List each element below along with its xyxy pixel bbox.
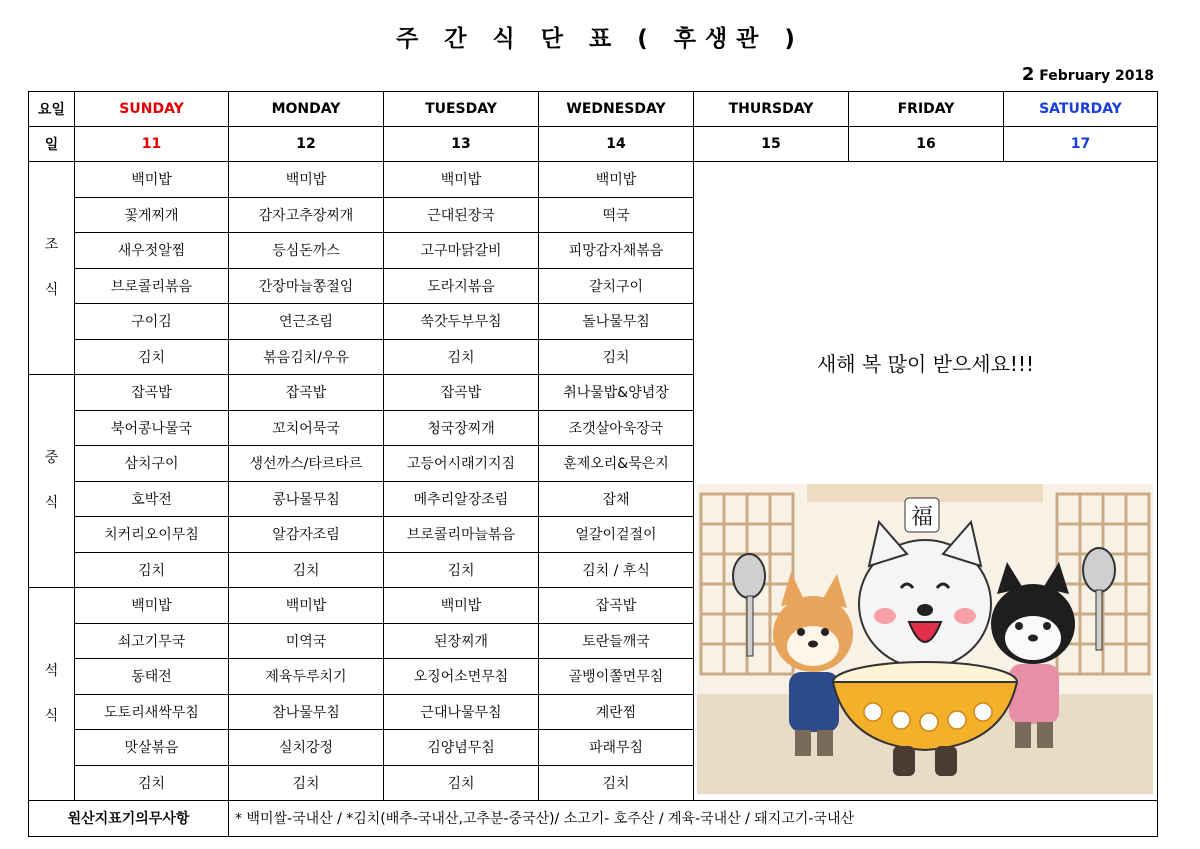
menu-item: 백미밥 [384,588,539,624]
menu-item: 잡곡밥 [384,375,539,411]
menu-item: 잡곡밥 [539,588,694,624]
menu-item: 제육두루치기 [229,659,384,695]
date-row [29,127,1158,162]
date-label: 일 [29,127,75,162]
menu-item: 고등어시래기지짐 [384,446,539,482]
menu-item: 김치 [229,765,384,801]
seal-glyph: 福 [910,505,934,530]
menu-item: 백미밥 [384,162,539,198]
weekday-label: 요일 [29,92,75,127]
date-tuesday: 13 [384,127,539,162]
menu-item: 백미밥 [539,162,694,198]
menu-item: 도라지볶음 [384,268,539,304]
menu-item: 백미밥 [75,162,229,198]
menu-item: 김치 [384,765,539,801]
menu-item: 새우젓알찜 [75,233,229,269]
menu-item: 브로콜리마늘볶음 [384,517,539,553]
page-title: 주 간 식 단 표 ( 후생관 ) [396,26,804,52]
weekday-sunday: SUNDAY [75,92,229,127]
date-day: 2 [1021,64,1035,85]
origin-label: 원산지표기의무사항 [29,801,229,837]
menu-item: 콩나물무침 [229,481,384,517]
menu-item: 김치 [539,765,694,801]
weekday-monday: MONDAY [229,92,384,127]
breakfast-row [29,162,1158,198]
menu-item: 메추리알장조림 [384,481,539,517]
date-friday: 16 [849,127,1004,162]
weekly-menu-table [28,91,1158,837]
weekday-friday: FRIDAY [849,92,1004,127]
date-monday: 12 [229,127,384,162]
menu-item: 치커리오이무침 [75,517,229,553]
holiday-panel [694,162,1158,801]
menu-item: 백미밥 [229,588,384,624]
date-saturday: 17 [1004,127,1158,162]
menu-item: 김치 [75,339,229,375]
menu-item: 김치 [539,339,694,375]
origin-text: * 백미쌀-국내산 / *김치(배추-국내산,고추분-중국산)/ 소고기- 호주산 / 계육-국내산 / 돼지고기-국내산 [229,801,1158,837]
menu-item: 김치 [229,552,384,588]
menu-item: 잡곡밥 [229,375,384,411]
date-month-year: February 2018 [1039,68,1154,84]
menu-item: 동태전 [75,659,229,695]
menu-item: 도토리새싹무침 [75,694,229,730]
menu-item: 생선까스/타르타르 [229,446,384,482]
menu-item: 맛살볶음 [75,730,229,766]
breakfast-label: 조 식 [29,162,75,375]
dinner-label: 석 식 [29,588,75,801]
menu-item: 토란들깨국 [539,623,694,659]
menu-item: 얼갈이겉절이 [539,517,694,553]
menu-item: 등심돈까스 [229,233,384,269]
menu-item: 감자고추장찌개 [229,197,384,233]
menu-item: 김양념무침 [384,730,539,766]
new-year-dogs-illustration [697,484,1153,794]
holiday-message: 새해 복 많이 받으세요!!! [816,352,1034,376]
menu-item: 미역국 [229,623,384,659]
menu-item: 참나물무침 [229,694,384,730]
menu-item: 김치 [384,552,539,588]
menu-item: 떡국 [539,197,694,233]
weekday-wednesday: WEDNESDAY [539,92,694,127]
menu-item: 삼치구이 [75,446,229,482]
menu-item: 잡곡밥 [75,375,229,411]
menu-item: 훈제오리&묵은지 [539,446,694,482]
menu-item: 북어콩나물국 [75,410,229,446]
menu-item: 김치 [75,765,229,801]
date-wednesday: 14 [539,127,694,162]
menu-item: 오징어소면무침 [384,659,539,695]
menu-item: 돌나물무침 [539,304,694,340]
menu-item: 알감자조림 [229,517,384,553]
menu-item: 쑥갓두부무침 [384,304,539,340]
menu-item: 김치 [75,552,229,588]
menu-item: 김치 / 후식 [539,552,694,588]
menu-item: 백미밥 [75,588,229,624]
menu-date [1022,64,1154,85]
menu-item: 김치 [384,339,539,375]
menu-item: 잡채 [539,481,694,517]
date-thursday: 15 [694,127,849,162]
menu-item: 브로콜리볶음 [75,268,229,304]
menu-item: 된장찌개 [384,623,539,659]
menu-item: 간장마늘쫑절임 [229,268,384,304]
menu-item: 파래무침 [539,730,694,766]
weekday-thursday: THURSDAY [694,92,849,127]
menu-item: 피망감자채볶음 [539,233,694,269]
menu-item: 근대된장국 [384,197,539,233]
weekday-saturday: SATURDAY [1004,92,1158,127]
menu-item: 백미밥 [229,162,384,198]
menu-item: 볶음김치/우유 [229,339,384,375]
weekday-row [29,92,1158,127]
menu-item: 갈치구이 [539,268,694,304]
weekday-tuesday: TUESDAY [384,92,539,127]
menu-item: 연근조림 [229,304,384,340]
menu-item: 고구마닭갈비 [384,233,539,269]
lunch-label: 중 식 [29,375,75,588]
menu-item: 꼬치어묵국 [229,410,384,446]
menu-item: 골뱅이쫄면무침 [539,659,694,695]
menu-item: 쇠고기무국 [75,623,229,659]
menu-item: 구이김 [75,304,229,340]
menu-item: 조갯살아욱장국 [539,410,694,446]
menu-item: 실치강정 [229,730,384,766]
date-sunday: 11 [75,127,229,162]
menu-item: 청국장찌개 [384,410,539,446]
menu-item: 근대나물무침 [384,694,539,730]
menu-item: 꽃게찌개 [75,197,229,233]
menu-item: 취나물밥&양념장 [539,375,694,411]
menu-item: 계란찜 [539,694,694,730]
origin-row [29,801,1158,837]
menu-item: 호박전 [75,481,229,517]
